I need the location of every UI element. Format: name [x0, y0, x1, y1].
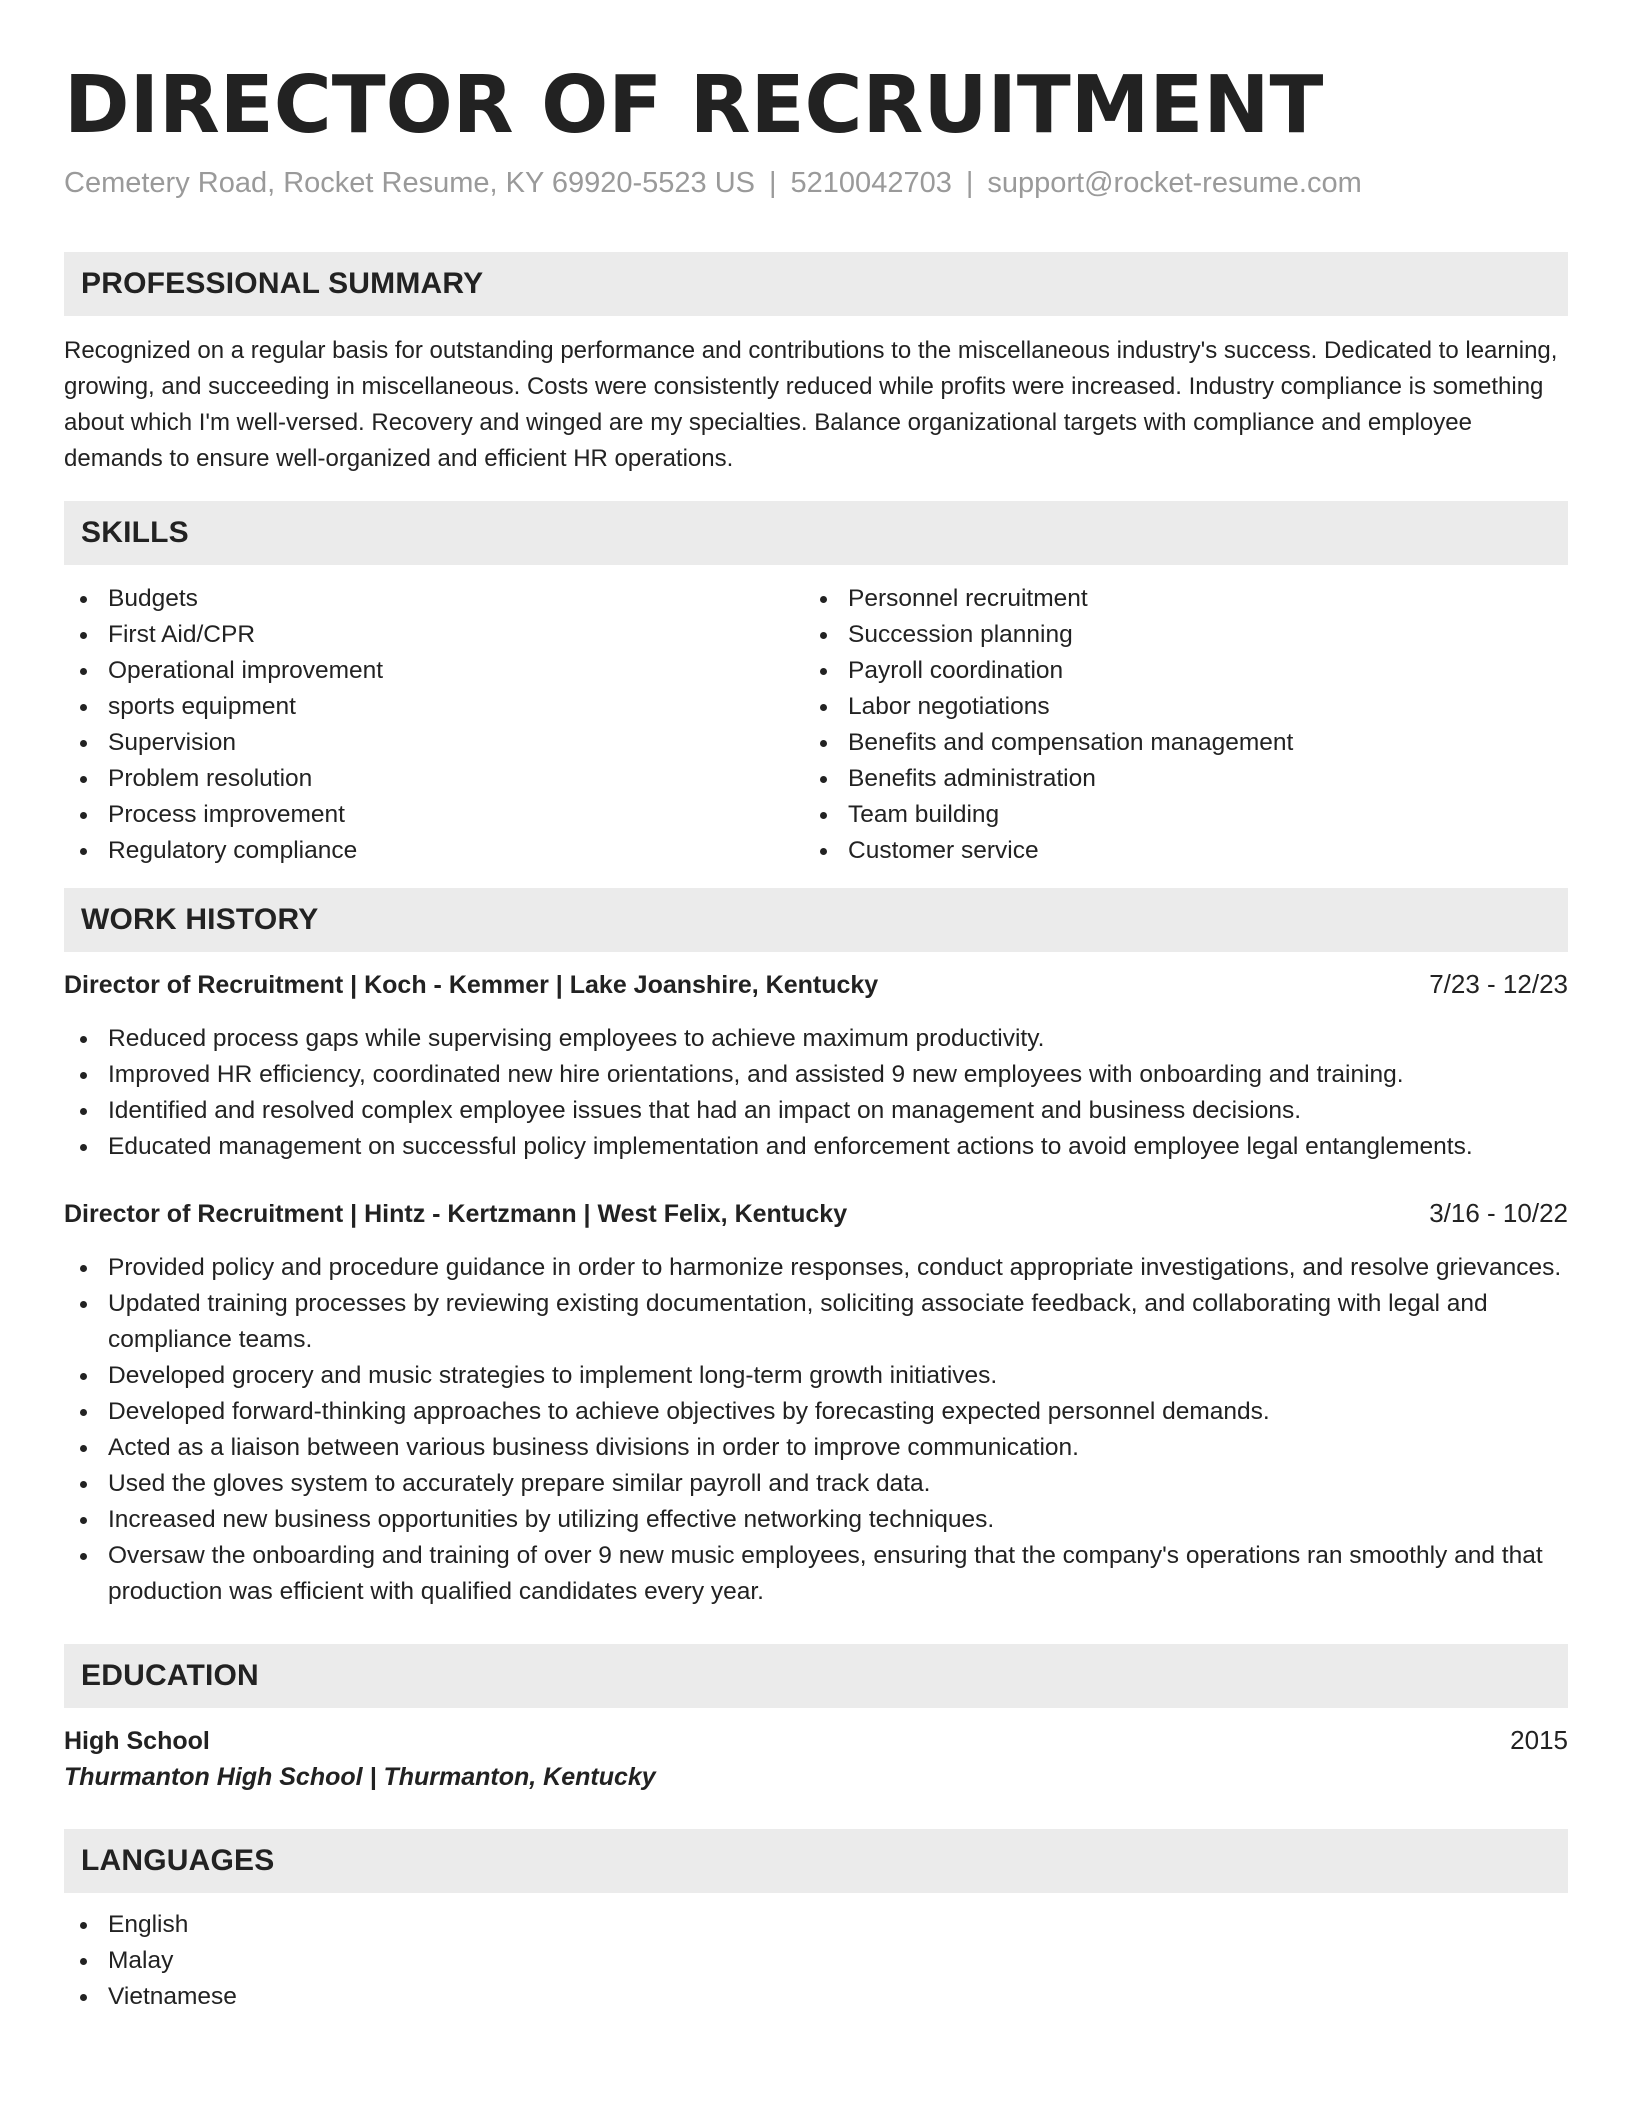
section-heading-work: WORK HISTORY: [64, 888, 1568, 952]
job-bullets: [64, 1021, 1568, 1165]
contact-phone: 5210042703: [790, 167, 952, 199]
job-bullet: Provided policy and procedure guidance in order to harmonize responses, conduct appropriate investigations, and resolve grievances.: [64, 1250, 1568, 1286]
job-bullet: Oversaw the onboarding and training of over 9 new music employees, ensuring that the company's operations ran smoothly and that production was efficient with qualified candidates every year.: [64, 1538, 1568, 1610]
skill-item: Budgets: [64, 581, 804, 617]
job-dates: 7/23 - 12/23: [1429, 969, 1568, 999]
contact-address: Cemetery Road, Rocket Resume, KY 69920-5523 US: [64, 167, 755, 199]
job-bullet: Educated management on successful policy implementation and enforcement actions to avoid employee legal entanglements.: [64, 1129, 1568, 1165]
skill-item: Problem resolution: [64, 761, 804, 797]
skill-item: Personnel recruitment: [804, 581, 1544, 617]
education-header: [64, 1722, 1568, 1759]
skill-item: Regulatory compliance: [64, 833, 804, 869]
job-bullet: Developed forward-thinking approaches to achieve objectives by forecasting expected personnel demands.: [64, 1394, 1568, 1430]
skill-item: Benefits and compensation management: [804, 725, 1544, 761]
job-title: Director of Recruitment | Hintz - Kertzmann | West Felix, Kentucky: [64, 1200, 848, 1228]
job-bullet: Identified and resolved complex employee issues that had an impact on management and business decisions.: [64, 1093, 1568, 1129]
languages-list: [64, 1907, 1568, 2015]
skill-item: Customer service: [804, 833, 1544, 869]
skill-item: Process improvement: [64, 797, 804, 833]
skill-item: Operational improvement: [64, 653, 804, 689]
section-heading-languages: LANGUAGES: [64, 1829, 1568, 1893]
contact-line: [64, 167, 1568, 200]
section-heading-education: EDUCATION: [64, 1644, 1568, 1708]
job-bullet: Updated training processes by reviewing existing documentation, soliciting associate feedback, and collaborating with legal and compliance teams.: [64, 1286, 1568, 1358]
job-bullet: Improved HR efficiency, coordinated new hire orientations, and assisted 9 new employees with onboarding and training.: [64, 1057, 1568, 1093]
contact-separator: |: [769, 167, 777, 199]
skill-item: Payroll coordination: [804, 653, 1544, 689]
education-school: Thurmanton High School | Thurmanton, Kentucky: [64, 1763, 656, 1791]
skill-item: sports equipment: [64, 689, 804, 725]
language-item: English: [64, 1907, 1568, 1943]
job-header: [64, 966, 1568, 1003]
job-bullet: Developed grocery and music strategies to implement long-term growth initiatives.: [64, 1358, 1568, 1394]
job-bullet: Acted as a liaison between various business divisions in order to improve communication.: [64, 1430, 1568, 1466]
skill-item: Benefits administration: [804, 761, 1544, 797]
contact-separator: |: [965, 167, 974, 199]
job-entry: [64, 966, 1568, 1165]
job-bullet: Reduced process gaps while supervising employees to achieve maximum productivity.: [64, 1021, 1568, 1057]
skills-columns: [64, 581, 1568, 869]
contact-email: support@rocket-resume.com: [987, 167, 1362, 199]
skill-item: Labor negotiations: [804, 689, 1544, 725]
language-item: Malay: [64, 1943, 1568, 1979]
skill-item: Supervision: [64, 725, 804, 761]
job-header: [64, 1195, 1568, 1232]
skill-item: First Aid/CPR: [64, 617, 804, 653]
job-dates: 3/16 - 10/22: [1429, 1198, 1568, 1228]
section-heading-skills: SKILLS: [64, 501, 1568, 565]
job-bullets: [64, 1250, 1568, 1610]
education-entry: [64, 1722, 1568, 1795]
education-year: 2015: [1510, 1725, 1568, 1755]
job-entry: [64, 1195, 1568, 1610]
education-degree: High School: [64, 1727, 210, 1755]
language-item: Vietnamese: [64, 1979, 1568, 2015]
skills-list-left: [64, 581, 804, 869]
section-heading-summary: PROFESSIONAL SUMMARY: [64, 252, 1568, 316]
resume-name: DIRECTOR OF RECRUITMENT: [64, 59, 1324, 151]
summary-text: Recognized on a regular basis for outstanding performance and contributions to the miscellaneous industry's success. Dedicated to learning, growing, and succeeding in miscellaneous. Costs were consistently reduced while profits were increased. Industry compliance is something about which I'm well-versed. Recovery and winged are my specialties. Balance organizational targets with compliance and employee demands to ensure well-organized and efficient HR operations.: [64, 337, 1558, 472]
job-title: Director of Recruitment | Koch - Kemmer | Lake Joanshire, Kentucky: [64, 971, 879, 999]
job-bullet: Increased new business opportunities by utilizing effective networking techniques.: [64, 1502, 1568, 1538]
skill-item: Team building: [804, 797, 1544, 833]
skill-item: Succession planning: [804, 617, 1544, 653]
job-bullet: Used the gloves system to accurately prepare similar payroll and track data.: [64, 1466, 1568, 1502]
skills-list-right: [804, 581, 1544, 869]
